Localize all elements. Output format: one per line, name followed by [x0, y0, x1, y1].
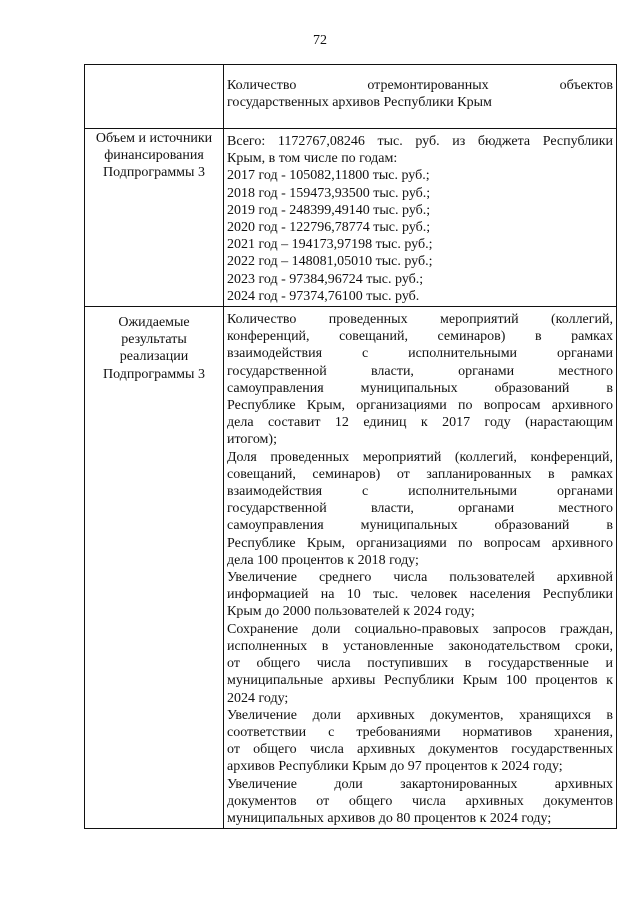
- text-line: совещаний, семинаров) от запланированных в рамках: [227, 466, 613, 482]
- text-line: итогом);: [227, 432, 277, 448]
- funding-year-2019: 2019 год - 248399,49140 тыс. руб.;: [227, 202, 431, 218]
- text-line: Количество отремонтированных объектов: [227, 78, 613, 93]
- program-table: [84, 64, 617, 829]
- text-line: самоуправления муниципальных образований в: [227, 518, 613, 534]
- funding-total-suffix: Крым, в том числе по годам:: [227, 151, 398, 167]
- row-label-empty: [85, 65, 224, 129]
- table-row: [85, 129, 617, 307]
- text-line: Увеличение доли закартонированных архивных: [227, 776, 613, 792]
- label-line: реализации: [119, 349, 189, 365]
- label-line: Объем и источники: [95, 131, 213, 146]
- text-line: Республике Крым, организациями по вопросам архивного: [227, 535, 613, 551]
- text-line: дела составит 12 единиц к 2017 году (нарастающим: [227, 415, 613, 431]
- text-line: соответствии с требованиями нормативов хранения,: [227, 724, 613, 740]
- text-line: Увеличение доли архивных документов, хранящихся в: [227, 707, 613, 723]
- funding-year-2021: 2021 год – 194173,97198 тыс. руб.;: [227, 237, 433, 253]
- result-cardboarded-share: [227, 776, 613, 828]
- label-line: финансирования: [104, 148, 204, 164]
- funding-year-2023: 2023 год - 97384,96724 тыс. руб.;: [227, 271, 424, 287]
- text-line: государственной власти, органами местного: [227, 363, 613, 379]
- result-events-count: [227, 311, 613, 449]
- page-number: 72: [313, 33, 327, 48]
- result-requests-share: [227, 621, 613, 707]
- text-line: Крым до 2000 пользователей к 2024 году;: [227, 604, 475, 620]
- text-line: Доля проведенных мероприятий (коллегий, конференций,: [227, 449, 613, 465]
- funding-label: [85, 129, 224, 307]
- text-line: муниципальные архивы Республики Крым 100 процентов к: [227, 673, 613, 689]
- label-line: результаты: [121, 332, 187, 348]
- text-line: взаимодействия с исполнительными органами: [227, 484, 613, 500]
- funding-year-2018: 2018 год - 159473,93500 тыс. руб.;: [227, 185, 431, 201]
- text-line: конференций, совещаний, семинаров) в рамках: [227, 329, 613, 345]
- text-line: исполненных в установленные законодательством сроки,: [227, 638, 613, 654]
- result-events-share: [227, 449, 613, 569]
- table-row: [85, 65, 617, 129]
- text-line: дела 100 процентов к 2018 году;: [227, 552, 419, 568]
- text-line: самоуправления муниципальных образований в: [227, 380, 613, 396]
- funding-content: [224, 129, 617, 307]
- result-users-increase: [227, 569, 613, 621]
- funding-total: Всего: 1172767,08246 тыс. руб. из бюджета Республики: [227, 134, 613, 149]
- label-line: Ожидаемые: [118, 315, 190, 331]
- text-line: Сохранение доли социально-правовых запросов граждан,: [227, 621, 613, 637]
- text-line: государственных архивов Республики Крым: [227, 95, 492, 111]
- text-line: государственной власти, органами местного: [227, 501, 613, 517]
- text-line: архивов Республики Крым до 97 процентов к 2024 году;: [227, 759, 563, 775]
- label-line: Подпрограммы 3: [103, 366, 205, 382]
- text-line: документов от общего числа архивных документов: [227, 793, 613, 809]
- text-line: Количество проведенных мероприятий (коллегий,: [227, 312, 613, 328]
- funding-year-2017: 2017 год - 105082,11800 тыс. руб.;: [227, 168, 430, 184]
- text-line: взаимодействия с исполнительными органами: [227, 346, 613, 362]
- text-line: Увеличение среднего числа пользователей архивной: [227, 570, 613, 586]
- result-storage-share: [227, 707, 613, 776]
- text-line: информацией на 10 тыс. человек населения Республики: [227, 587, 613, 603]
- text-line: от общего числа поступивших в государственные и: [227, 656, 613, 672]
- funding-year-2022: 2022 год – 148081,05010 тыс. руб.;: [227, 254, 433, 270]
- text-line: муниципальных архивов до 80 процентов к 2024 году;: [227, 810, 552, 826]
- label-line: Подпрограммы 3: [103, 165, 205, 181]
- funding-year-2024: 2024 год - 97374,76100 тыс. руб.: [227, 288, 420, 304]
- text-line: 2024 году;: [227, 690, 289, 706]
- text-line: от общего числа архивных документов государственных: [227, 742, 613, 758]
- expected-results-content: [224, 307, 617, 829]
- expected-results-label: [85, 307, 224, 829]
- funding-year-2020: 2020 год - 122796,78774 тыс. руб.;: [227, 220, 431, 236]
- table-row: [85, 307, 617, 829]
- text-line: Республике Крым, организациями по вопросам архивного: [227, 398, 613, 414]
- repaired-archives-indicator: [224, 65, 617, 129]
